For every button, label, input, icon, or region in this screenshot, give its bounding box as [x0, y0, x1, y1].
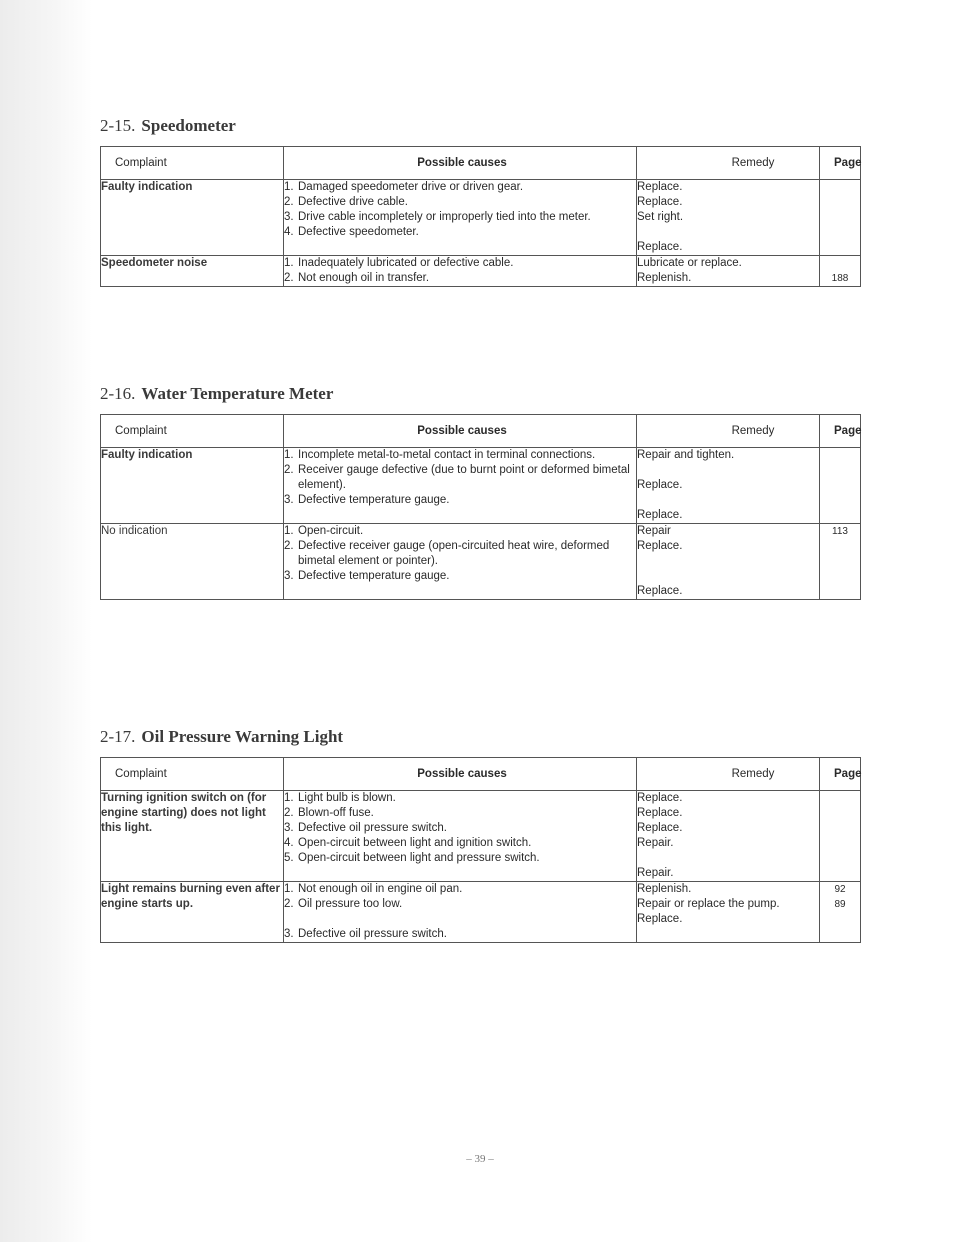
cause-text: Incomplete metal-to-metal contact in terminal connections. [298, 449, 596, 461]
cause-text: Not enough oil in engine oil pan. [298, 883, 463, 895]
causes-cell [284, 448, 637, 524]
remedy-item: Replace. [637, 241, 683, 253]
remedy-item: Repair and tighten. [637, 449, 735, 461]
cause-item [284, 897, 636, 912]
cause-number: 1. [284, 449, 294, 461]
header-complaint: Complaint [101, 415, 284, 448]
section-title-text: Water Temperature Meter [141, 384, 334, 403]
cause-number: 2. [284, 272, 294, 284]
remedy-item: Replace. [637, 792, 683, 804]
table-row [101, 256, 861, 287]
page-ref: 89 [834, 899, 846, 910]
remedy-item: Repair [637, 525, 671, 537]
header-remedy: Remedy [637, 147, 820, 180]
cause-item [284, 791, 636, 806]
remedy-item [637, 851, 819, 866]
cause-item [284, 448, 636, 463]
page-ref-cell [820, 180, 861, 256]
remedy-item: Replenish. [637, 272, 692, 284]
cause-item [284, 806, 636, 821]
remedy-item [637, 554, 819, 569]
cause-number: 3. [284, 570, 294, 582]
section-number: 2-16. [100, 384, 136, 403]
header-remedy: Remedy [637, 415, 820, 448]
page-ref-cell [820, 882, 861, 943]
complaint-cell: Light remains burning even after engine starts up. [101, 882, 284, 943]
header-page: Page [820, 147, 861, 180]
cause-text: Defective speedometer. [298, 226, 419, 238]
remedy-item: Set right. [637, 211, 684, 223]
section-title [100, 727, 862, 747]
remedy-item: Lubricate or replace. [637, 257, 742, 269]
remedy-item: Replace. [637, 509, 683, 521]
remedy-item [637, 463, 819, 478]
cause-number: 3. [284, 822, 294, 834]
troubleshooting-table [100, 414, 861, 600]
page-ref [820, 256, 860, 271]
cause-number: 2. [284, 464, 294, 476]
cause-text: Defective drive cable. [298, 196, 408, 208]
complaint-cell: No indication [101, 524, 284, 600]
cause-number: 3. [284, 928, 294, 940]
cause-number: 2. [284, 196, 294, 208]
section-oil-pressure-warning-light [100, 727, 862, 943]
cause-item [284, 836, 636, 851]
cause-item [284, 851, 636, 866]
cause-number: 2. [284, 540, 294, 552]
remedy-item: Replenish. [637, 883, 692, 895]
table-row [101, 180, 861, 256]
cause-item [284, 882, 636, 897]
remedy-item: Replace. [637, 540, 683, 552]
remedy-item: Replace. [637, 913, 683, 925]
cause-item [284, 256, 636, 271]
header-complaint: Complaint [101, 147, 284, 180]
cause-item [284, 927, 636, 942]
section-title-text: Speedometer [141, 116, 236, 135]
section-number: 2-17. [100, 727, 136, 746]
cause-item [284, 539, 636, 569]
complaint-cell: Turning ignition switch on (for engine starting) does not light this light. [101, 791, 284, 882]
complaint-cell: Speedometer noise [101, 256, 284, 287]
page-ref-cell [820, 791, 861, 882]
cause-number: 1. [284, 257, 294, 269]
remedy-item: Replace. [637, 181, 683, 193]
cause-number: 3. [284, 211, 294, 223]
section-title [100, 384, 862, 404]
cause-text: Defective oil pressure switch. [298, 928, 447, 940]
page-ref: 188 [831, 273, 849, 284]
remedy-item: Repair. [637, 837, 674, 849]
cause-number: 5. [284, 852, 294, 864]
section-title-text: Oil Pressure Warning Light [141, 727, 344, 746]
cause-item [284, 195, 636, 210]
cause-text: Oil pressure too low. [298, 898, 403, 910]
remedy-item: Repair or replace the pump. [637, 898, 780, 910]
page-ref-cell [820, 256, 861, 287]
cause-text: Drive cable incompletely or improperly tied into the meter. [298, 211, 591, 223]
remedy-cell [637, 180, 820, 256]
remedy-item: Repair. [637, 867, 674, 879]
page-ref-cell [820, 448, 861, 524]
section-water-temperature-meter [100, 384, 862, 600]
causes-cell [284, 882, 637, 943]
cause-text: Damaged speedometer drive or driven gear. [298, 181, 524, 193]
remedy-item [637, 225, 819, 240]
cause-text: Defective receiver gauge (open-circuited heat wire, deformed bimetal element or pointer). [298, 540, 610, 567]
table-row [101, 524, 861, 600]
cause-number: 2. [284, 898, 294, 910]
remedy-item: Replace. [637, 479, 683, 491]
table-row [101, 791, 861, 882]
cause-number [284, 912, 298, 927]
page-ref: 92 [834, 884, 846, 895]
cause-text: Open-circuit. [298, 525, 364, 537]
header-complaint: Complaint [101, 758, 284, 791]
cause-item [284, 524, 636, 539]
cause-text: Not enough oil in transfer. [298, 272, 430, 284]
remedy-item: Replace. [637, 196, 683, 208]
cause-number: 4. [284, 837, 294, 849]
cause-text: Defective temperature gauge. [298, 494, 450, 506]
header-page: Page [820, 415, 861, 448]
causes-cell [284, 256, 637, 287]
header-remedy: Remedy [637, 758, 820, 791]
cause-item [284, 493, 636, 508]
cause-number: 1. [284, 883, 294, 895]
cause-text: Light bulb is blown. [298, 792, 396, 804]
cause-number: 3. [284, 494, 294, 506]
causes-cell [284, 180, 637, 256]
header-possible-causes: Possible causes [284, 147, 637, 180]
cause-text: Open-circuit between light and ignition switch. [298, 837, 532, 849]
table-row [101, 448, 861, 524]
cause-item [284, 271, 636, 286]
cause-number: 4. [284, 226, 294, 238]
cause-text: Inadequately lubricated or defective cable. [298, 257, 514, 269]
section-speedometer [100, 116, 862, 287]
cause-text: Blown-off fuse. [298, 807, 374, 819]
cause-text: Defective oil pressure switch. [298, 822, 447, 834]
table-row [101, 882, 861, 943]
cause-number: 2. [284, 807, 294, 819]
remedy-item: Replace. [637, 807, 683, 819]
remedy-cell [637, 524, 820, 600]
cause-item [284, 912, 636, 927]
cause-number: 1. [284, 792, 294, 804]
cause-item [284, 569, 636, 584]
cause-text: Defective temperature gauge. [298, 570, 450, 582]
header-page: Page [820, 758, 861, 791]
cause-item [284, 210, 636, 225]
section-title [100, 116, 862, 136]
remedy-item: Replace. [637, 822, 683, 834]
cause-number: 1. [284, 525, 294, 537]
remedy-cell [637, 791, 820, 882]
cause-text: Open-circuit between light and pressure switch. [298, 852, 540, 864]
remedy-cell [637, 882, 820, 943]
header-possible-causes: Possible causes [284, 415, 637, 448]
cause-item [284, 225, 636, 240]
remedy-cell [637, 448, 820, 524]
page-scan-edge [0, 0, 92, 1242]
page-ref: 113 [832, 526, 848, 537]
causes-cell [284, 791, 637, 882]
cause-text: Receiver gauge defective (due to burnt point or deformed bimetal element). [298, 464, 630, 491]
page-ref-cell [820, 524, 861, 600]
page-number: – 39 – [466, 1153, 494, 1165]
troubleshooting-table [100, 757, 861, 943]
remedy-item: Replace. [637, 585, 683, 597]
cause-text [298, 912, 636, 927]
causes-cell [284, 524, 637, 600]
complaint-cell: Faulty indication [101, 448, 284, 524]
cause-item [284, 821, 636, 836]
section-number: 2-15. [100, 116, 136, 135]
cause-item [284, 463, 636, 493]
remedy-item [637, 569, 819, 584]
remedy-item [637, 493, 819, 508]
remedy-cell [637, 256, 820, 287]
complaint-cell: Faulty indication [101, 180, 284, 256]
cause-number: 1. [284, 181, 294, 193]
troubleshooting-table [100, 146, 861, 287]
cause-item [284, 180, 636, 195]
header-possible-causes: Possible causes [284, 758, 637, 791]
